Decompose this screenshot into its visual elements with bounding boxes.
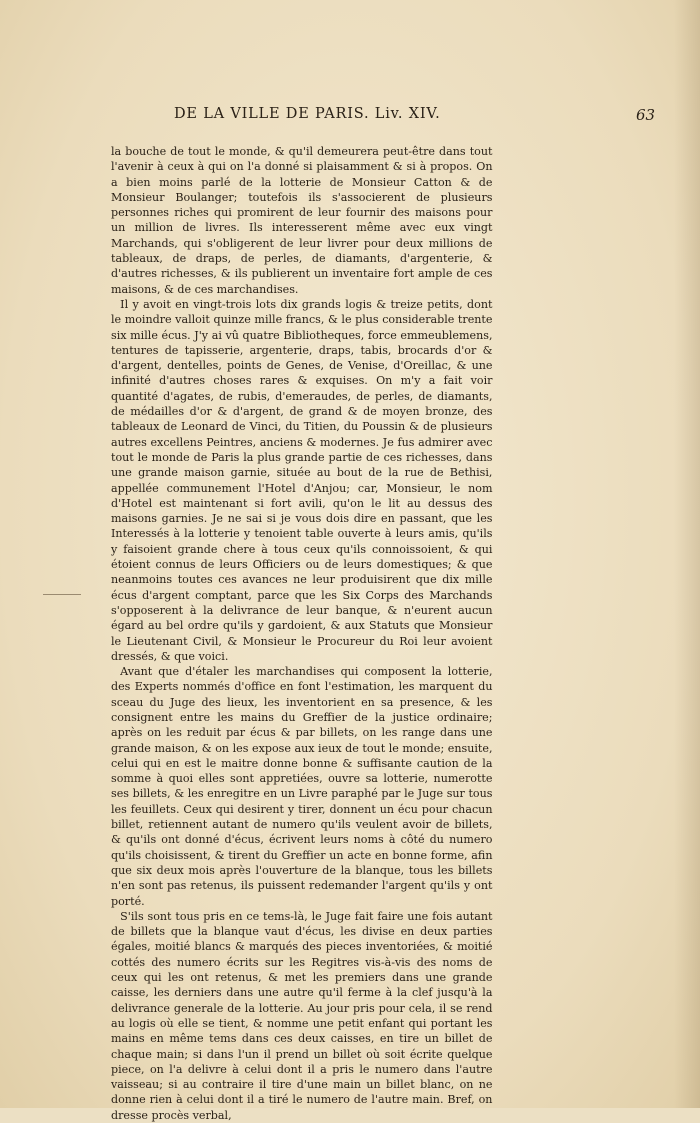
page-number: 63 [636, 106, 656, 124]
paragraph: Il y avoit en vingt-trois lots dix grands logis & treize petits, dont le moindre valloit quinze mille francs, & le plus considerable trente six mille écus. J'y ai vû quatre Bibliotheques, force emmeublemens, tentures de tapisserie, argenterie, draps, tabis, brocards d'or & d'argent, dentelles, points de Genes, de Venise, d'Oreillac, & une infinité d'autres choses rares & exquises. On m'y a fait voir quantité d'agates, de rubis, d'emeraudes, de perles, de diamants, de médailles d'or & d'argent, de grand & de moyen bronze, des tableaux de Leonard de Vinci, du Titien, du Poussin & de plusieurs autres excellens Peintres, anciens & modernes. Je fus admirer avec tout le monde de Paris la plus grande partie de ces richesses, dans une grande maison garnie, située au bout de la rue de Bethisi, appellée communement l'Hotel d'Anjou; car, Monsieur, le nom d'Hotel est maintenant si fort avili, qu'on le lit au dessus des maisons garnies. Je ne sai si je vous dois dire en passant, que les Interessés à la lotterie y tenoient table ouverte à leurs amis, qu'ils y faisoient grande chere à tous ceux qu'ils connoissoient, & qui étoient connus de leurs Officiers ou de leurs domestiques; & que neanmoins toutes ces avances ne leur produisirent que dix mille écus d'argent comptant, parce que les Six Corps des Marchands s'opposerent à la delivrance de leur banque, & n'eurent aucun égard au bel ordre qu'ils y gardoient, & aux Statuts que Monsieur le Lieutenant Civil, & Monsieur le Procureur du Roi leur avoient dressés, & que voici. [111, 297, 493, 663]
paragraph: la bouche de tout le monde, & qu'il demeurera peut-être dans tout l'avenir à ceux à qui on l'a donné si plaisamment & si à propos. On a bien moins parlé de la lotterie de Monsieur Catton & de Monsieur Boulanger; toutefois ils s'associerent de plusieurs personnes riches qui promirent de leur fournir des maisons pour un million de livres. Ils interesserent même avec eux vingt Marchands, qui s'obligerent de leur livrer pour deux millions de tableaux, de draps, de perles, de diamants, d'argenterie, & d'autres richesses, & ils publierent un inventaire fort ample de ces maisons, & de ces marchandises. [111, 145, 493, 296]
margin-mark [43, 594, 81, 595]
body-text [111, 144, 492, 1123]
paragraph: Avant que d'étaler les marchandises qui composent la lotterie, des Experts nommés d'office en font l'estimation, les marquent du sceau du Juge des lieux, les inventorient en sa presence, & les consignent entre les mains du Greffier de la justice ordinaire; après on les reduit par écus & par billets, on les range dans une grande maison, & on les expose aux ieux de tout le monde; ensuite, celui qui en est le maitre donne bonne & suffisante caution de la somme à quoi elles sont appretiées, ouvre sa lotterie, numerotte ses billets, & les enregitre en un Livre paraphé par le Juge sur tous les feuillets. Ceux qui desirent y tirer, donnent un écu pour chacun billet, retiennent autant de numero qu'ils veulent avoir de billets, & qu'ils ont donné d'écus, écrivent leurs noms à côté du numero qu'ils choisissent, & tirent du Greffier un acte en bonne forme, afin que six deux mois après l'ouverture de la blanque, tous les billets n'en sont pas retenus, ils puissent redemander l'argent qu'ils y ont porté. [111, 665, 493, 908]
running-title: DE LA VILLE DE PARIS. Liv. XIV. [174, 106, 441, 122]
paragraph: S'ils sont tous pris en ce tems-là, le Juge fait faire une fois autant de billets que la blanque vaut d'écus, les divise en deux parties égales, moitié blancs & marqués des pieces inventoriées, & moitié cottés des numero écrits sur les Regitres vis-à-vis des noms de ceux qui les ont retenus, & met les premiers dans une grande caisse, les derniers dans une autre qu'il ferme à la clef jusqu'à la delivrance generale de la lotterie. Au jour pris pour cela, il se rend au logis où elle se tient, & nomme une petit enfant qui portant les mains en même tems dans ces deux caisses, en tire un billet de chaque main; si dans l'un il prend un billet où soit écrite quelque piece, on l'a delivre à celui dont il a pris le numero dans l'autre vaisseau; si au contraire il tire d'une main un billet blanc, on ne donne rien à celui dont il a tiré le numero de l'autre main. Bref, on dresse procès verbal, [111, 909, 493, 1122]
page-edge-shadow [674, 0, 700, 1108]
